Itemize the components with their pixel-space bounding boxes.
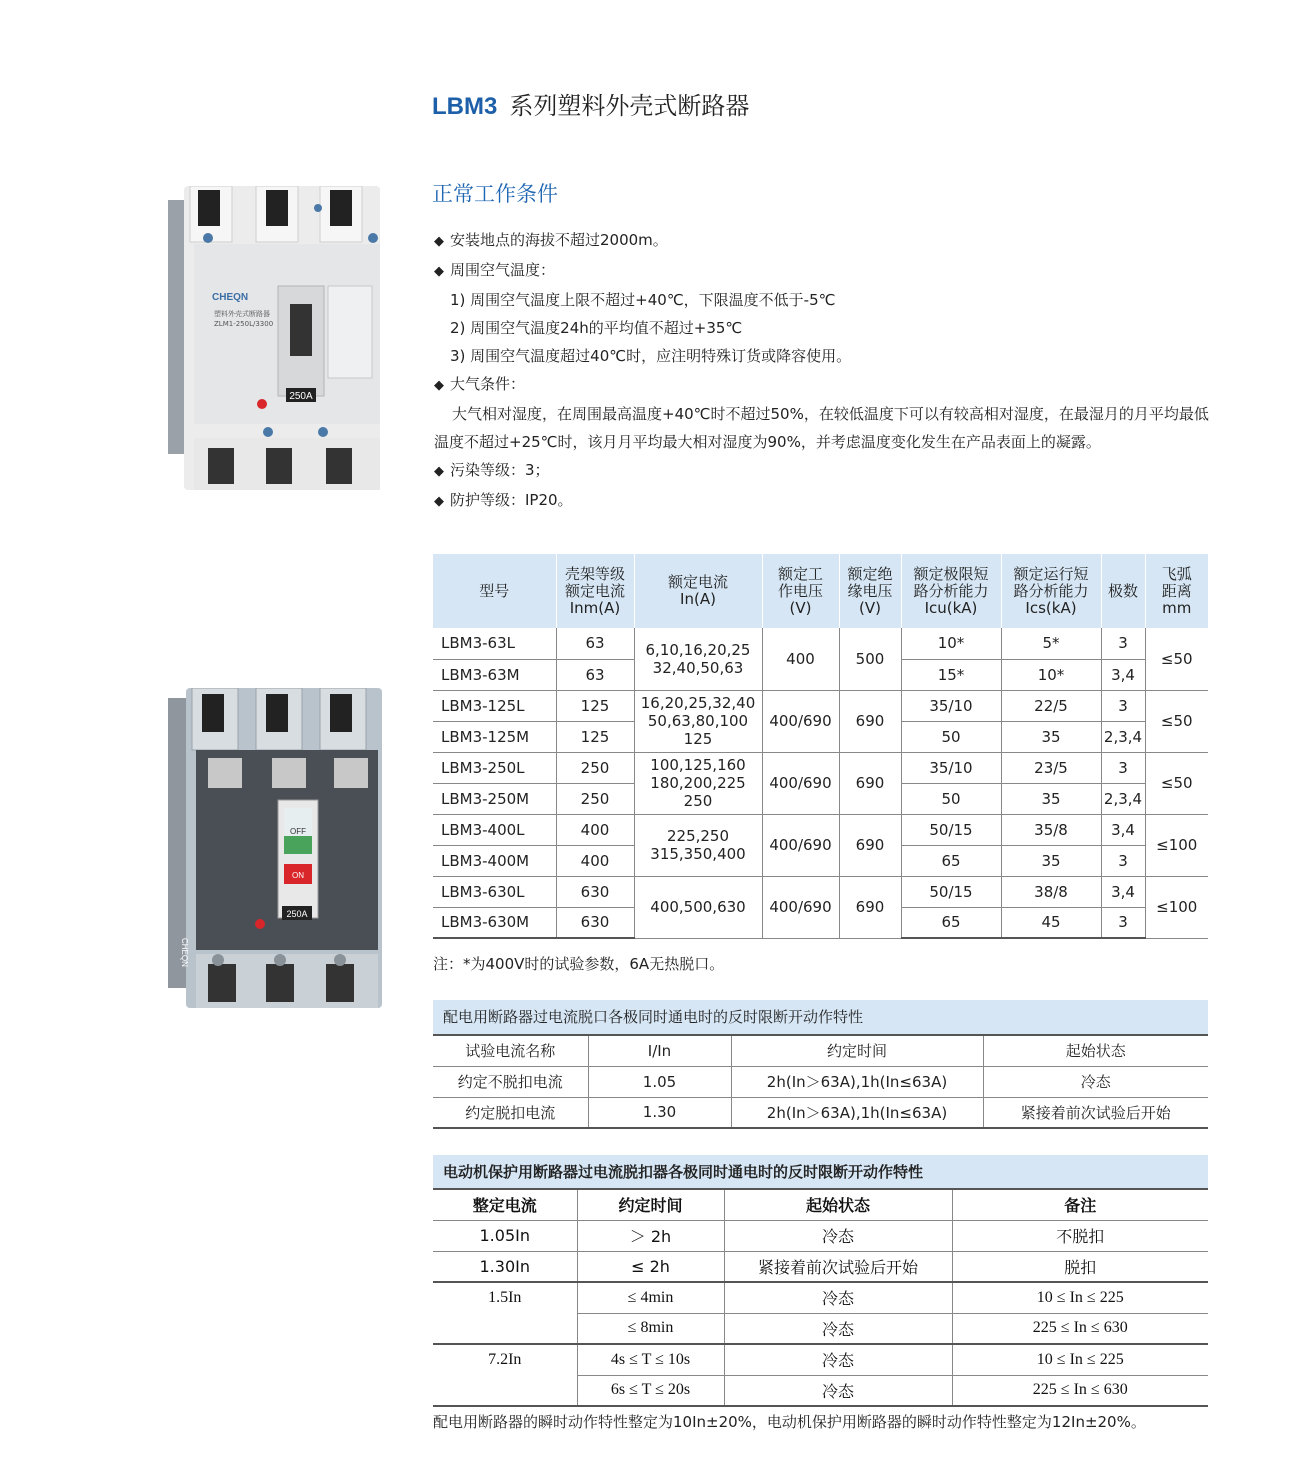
- motor-cell: 冷态: [724, 1344, 952, 1375]
- motor-cell: 1.05In: [433, 1220, 577, 1251]
- spec-cell-model: LBM3-400L: [433, 814, 556, 845]
- motor-table-title: 电动机保护用断路器过电流脱扣器各极同时通电时的反时限断开动作特性: [433, 1155, 1208, 1189]
- condition-atmosphere-label: ◆ 大气条件：: [434, 370, 1210, 400]
- spec-row: [433, 876, 1208, 907]
- spec-cell-model: LBM3-630L: [433, 876, 556, 907]
- distribution-cell: 冷态: [983, 1066, 1208, 1097]
- spec-cell-in-line: 6,10,16,20,25: [645, 640, 751, 659]
- breaker-on-label: ON: [292, 871, 304, 880]
- title-model: LBM3: [432, 93, 498, 120]
- spec-cell-in: [634, 690, 762, 752]
- title-name: 系列塑料外壳式断路器: [509, 92, 750, 120]
- spec-cell-model: LBM3-250L: [433, 752, 556, 783]
- motor-cell: ＞ 2h: [577, 1220, 724, 1251]
- spec-table: [433, 554, 1208, 939]
- spec-cell-ui: 500: [839, 628, 901, 690]
- spec-header-ics: 额定运行短 路分析能力 Ics(kA): [1001, 554, 1101, 628]
- breaker-rating-label: 250A: [289, 391, 313, 402]
- motor-header-cell: 约定时间: [577, 1189, 724, 1220]
- motor-row: [433, 1313, 1208, 1344]
- spec-cell-model: LBM3-250M: [433, 783, 556, 814]
- spec-cell-inm: 250: [556, 783, 634, 814]
- spec-cell-poles: 3,4: [1101, 659, 1145, 690]
- footnote: 配电用断路器的瞬时动作特性整定为10In±20%，电动机保护用断路器的瞬时动作特性整定为12In±20%。: [433, 1413, 1146, 1431]
- distribution-cell: 约定不脱扣电流: [433, 1066, 588, 1097]
- motor-cell: 10 ≤ In ≤ 225: [952, 1344, 1208, 1375]
- spec-cell-icu: 10*: [901, 628, 1001, 659]
- spec-cell-poles: 3: [1101, 907, 1145, 938]
- spec-header-ui: 额定绝 缘电压 (V): [839, 554, 901, 628]
- motor-cell: 225 ≤ In ≤ 630: [952, 1313, 1208, 1344]
- spec-cell-ics: 45: [1001, 907, 1101, 938]
- spec-row: [433, 752, 1208, 783]
- condition-pollution: ◆ 污染等级：3；: [434, 456, 1210, 486]
- motor-cell: 1.5In: [488, 1289, 522, 1306]
- breaker-product-image-transparent: [168, 688, 392, 1008]
- motor-cell: 不脱扣: [952, 1220, 1208, 1251]
- condition-temperature-label: ◆ 周围空气温度：: [434, 256, 1210, 286]
- spec-note: 注：*为400V时的试验参数，6A无热脱口。: [433, 955, 725, 973]
- spec-table-header: [433, 554, 1208, 628]
- spec-cell-icu: 65: [901, 907, 1001, 938]
- spec-header-inm: 壳架等级 额定电流 Inm(A): [556, 554, 634, 628]
- spec-cell-in-line: 250: [683, 792, 713, 810]
- spec-cell-icu: 50/15: [901, 876, 1001, 907]
- spec-cell-icu: 50: [901, 721, 1001, 752]
- motor-cell: 1.30In: [433, 1251, 577, 1282]
- motor-cell: ≤ 4min: [577, 1282, 724, 1313]
- spec-cell-ue: 400/690: [762, 876, 839, 938]
- motor-cell: 冷态: [724, 1220, 952, 1251]
- spec-cell-model: LBM3-400M: [433, 845, 556, 876]
- spec-header-model: 型号: [433, 554, 556, 628]
- motor-row: [433, 1251, 1208, 1282]
- motor-cell: 冷态: [724, 1375, 952, 1406]
- spec-cell-in-line: 50,63,80,100: [647, 712, 749, 730]
- spec-header-arc: 飞弧 距离 mm: [1145, 554, 1208, 628]
- spec-cell-arc: ≤100: [1145, 876, 1208, 938]
- spec-cell-icu: 65: [901, 845, 1001, 876]
- motor-header-cell: 起始状态: [724, 1189, 952, 1220]
- spec-cell-arc: ≤50: [1145, 628, 1208, 690]
- spec-cell-ics: 35: [1001, 783, 1101, 814]
- spec-cell-in-line: 225,250: [666, 827, 730, 845]
- motor-table-header: [433, 1189, 1208, 1220]
- spec-cell-inm: 125: [556, 721, 634, 752]
- spec-cell-arc: ≤50: [1145, 752, 1208, 814]
- spec-cell-inm: 400: [556, 845, 634, 876]
- spec-cell-ue: 400/690: [762, 814, 839, 876]
- distribution-header-cell: 起始状态: [983, 1035, 1208, 1066]
- distribution-cell: 约定脱扣电流: [433, 1097, 588, 1128]
- motor-cell: 4s ≤ T ≤ 10s: [577, 1344, 724, 1375]
- spec-cell-in-line: 16,20,25,32,40: [640, 694, 756, 712]
- condition-temperature-2: 2) 周围空气温度24h的平均值不超过+35℃: [450, 319, 743, 337]
- spec-cell-model: LBM3-125L: [433, 690, 556, 721]
- spec-header-icu: 额定极限短 路分析能力 Icu(kA): [901, 554, 1001, 628]
- spec-cell-poles: 3: [1101, 690, 1145, 721]
- motor-cell: [433, 1313, 577, 1344]
- spec-row: [433, 814, 1208, 845]
- breaker-name-label: 塑料外壳式断路器: [214, 310, 270, 318]
- spec-cell-inm: 630: [556, 907, 634, 938]
- motor-cell: 紧接着前次试验后开始: [724, 1251, 952, 1282]
- motor-row: [433, 1375, 1208, 1406]
- spec-cell-ui: 690: [839, 876, 901, 938]
- spec-cell-icu: 35/10: [901, 752, 1001, 783]
- spec-cell-ue: 400/690: [762, 752, 839, 814]
- spec-cell-ui: 690: [839, 814, 901, 876]
- spec-header-poles: 极数: [1101, 554, 1145, 628]
- distribution-header-cell: 约定时间: [731, 1035, 983, 1066]
- distribution-cell: 2h(In＞63A),1h(In≤63A): [731, 1066, 983, 1097]
- spec-cell-arc: ≤100: [1145, 814, 1208, 876]
- spec-cell-ui: 690: [839, 690, 901, 752]
- spec-cell-in: [634, 814, 762, 876]
- spec-cell-model: LBM3-63L: [433, 628, 556, 659]
- spec-cell-in-line: 315,350,400: [650, 845, 746, 863]
- spec-cell-inm: 125: [556, 690, 634, 721]
- spec-cell-ics: 10*: [1001, 659, 1101, 690]
- condition-altitude: ◆ 安装地点的海拔不超过2000m。: [434, 226, 1210, 256]
- motor-cell: 6s ≤ T ≤ 20s: [577, 1375, 724, 1406]
- spec-cell-in: [634, 876, 762, 938]
- spec-cell-in-line: 180,200,225: [650, 774, 746, 792]
- distribution-cell: 1.30: [588, 1097, 731, 1128]
- distribution-row: [433, 1066, 1208, 1097]
- distribution-table: [433, 1034, 1208, 1129]
- spec-row: [433, 628, 1208, 659]
- condition-temperature-3: 3) 周围空气温度超过40℃时，应注明特殊订货或降容使用。: [450, 347, 852, 365]
- distribution-table-header: [433, 1035, 1208, 1066]
- motor-cell: 10 ≤ In ≤ 225: [952, 1282, 1208, 1313]
- spec-cell-in-line: 100,125,160: [650, 756, 746, 774]
- working-conditions: [434, 226, 1210, 516]
- motor-cell: ≤ 2h: [577, 1251, 724, 1282]
- distribution-cell: 2h(In＞63A),1h(In≤63A): [731, 1097, 983, 1128]
- spec-cell-model: LBM3-125M: [433, 721, 556, 752]
- spec-cell-in-line: 125: [683, 730, 713, 748]
- condition-atmosphere-text: 大气相对湿度，在周围最高温度+40℃时不超过50%，在较低温度下可以有较高相对湿度，在最湿月的月平均最低温度不超过+25℃时，该月月平均最大相对湿度为90%，并考虑温度变化发生在产品表面上的凝露。: [434, 405, 1209, 451]
- distribution-header-cell: 试验电流名称: [433, 1035, 588, 1066]
- spec-cell-poles: 2,3,4: [1101, 783, 1145, 814]
- spec-cell-ui: 690: [839, 752, 901, 814]
- spec-cell-in-line: 400,500,630: [650, 898, 746, 916]
- distribution-row: [433, 1097, 1208, 1128]
- breaker-product-image-white: [168, 186, 392, 490]
- breaker-brand-label: CHEQN: [212, 292, 249, 303]
- spec-cell-in-line: 32,40,50,63: [652, 658, 744, 677]
- spec-cell-ics: 22/5: [1001, 690, 1101, 721]
- motor-cell: 冷态: [724, 1282, 952, 1313]
- motor-header-cell: 整定电流: [433, 1189, 577, 1220]
- spec-cell-ics: 35: [1001, 845, 1101, 876]
- spec-cell-poles: 3: [1101, 752, 1145, 783]
- distribution-cell: 1.05: [588, 1066, 731, 1097]
- spec-cell-poles: 3,4: [1101, 814, 1145, 845]
- spec-cell-model: LBM3-630M: [433, 907, 556, 938]
- section-heading: 正常工作条件: [432, 182, 558, 206]
- spec-header-ue: 额定工 作电压 (V): [762, 554, 839, 628]
- spec-cell-in: [634, 752, 762, 814]
- distribution-table-title: 配电用断路器过电流脱口各极同时通电时的反时限断开动作特性: [433, 1000, 1208, 1034]
- spec-cell-inm: 63: [556, 628, 634, 659]
- spec-row: [433, 690, 1208, 721]
- motor-row: [433, 1282, 1208, 1313]
- breaker-model-label: ZLM1-250L/3300: [214, 320, 274, 328]
- spec-cell-icu: 15*: [901, 659, 1001, 690]
- spec-cell-ics: 35/8: [1001, 814, 1101, 845]
- distribution-cell: 紧接着前次试验后开始: [983, 1097, 1208, 1128]
- spec-cell-poles: 3: [1101, 628, 1145, 659]
- breaker-rating-label-2: 250A: [286, 909, 308, 919]
- spec-cell-ue: 400/690: [762, 690, 839, 752]
- motor-cell: 7.2In: [488, 1351, 522, 1368]
- spec-cell-model: LBM3-63M: [433, 659, 556, 690]
- spec-cell-in: [634, 628, 762, 690]
- spec-cell-poles: 3,4: [1101, 876, 1145, 907]
- spec-cell-poles: 2,3,4: [1101, 721, 1145, 752]
- spec-cell-ics: 38/8: [1001, 876, 1101, 907]
- spec-cell-ue: 400: [762, 628, 839, 690]
- motor-row: [433, 1344, 1208, 1375]
- motor-cell: 225 ≤ In ≤ 630: [952, 1375, 1208, 1406]
- motor-cell: ≤ 8min: [577, 1313, 724, 1344]
- spec-cell-ics: 5*: [1001, 628, 1101, 659]
- condition-protection: ◆ 防护等级：IP20。: [434, 486, 1210, 516]
- breaker-brand-label-2: CHEQN: [180, 938, 189, 967]
- page-title: [432, 86, 749, 121]
- spec-cell-ics: 23/5: [1001, 752, 1101, 783]
- spec-cell-arc: ≤50: [1145, 690, 1208, 752]
- spec-cell-ics: 35: [1001, 721, 1101, 752]
- breaker-off-label: OFF: [290, 827, 306, 836]
- spec-cell-inm: 63: [556, 659, 634, 690]
- spec-cell-icu: 50: [901, 783, 1001, 814]
- spec-cell-inm: 400: [556, 814, 634, 845]
- motor-cell: 脱扣: [952, 1251, 1208, 1282]
- condition-temperature-1: 1) 周围空气温度上限不超过+40℃，下限温度不低于-5℃: [450, 291, 836, 309]
- motor-table: [433, 1188, 1208, 1407]
- motor-header-cell: 备注: [952, 1189, 1208, 1220]
- motor-cell: [433, 1375, 577, 1406]
- spec-cell-inm: 630: [556, 876, 634, 907]
- motor-row: [433, 1220, 1208, 1251]
- distribution-header-cell: I/In: [588, 1035, 731, 1066]
- spec-header-in: 额定电流 In(A): [634, 554, 762, 628]
- spec-cell-inm: 250: [556, 752, 634, 783]
- spec-cell-icu: 50/15: [901, 814, 1001, 845]
- spec-cell-icu: 35/10: [901, 690, 1001, 721]
- motor-cell: 冷态: [724, 1313, 952, 1344]
- spec-cell-poles: 3: [1101, 845, 1145, 876]
